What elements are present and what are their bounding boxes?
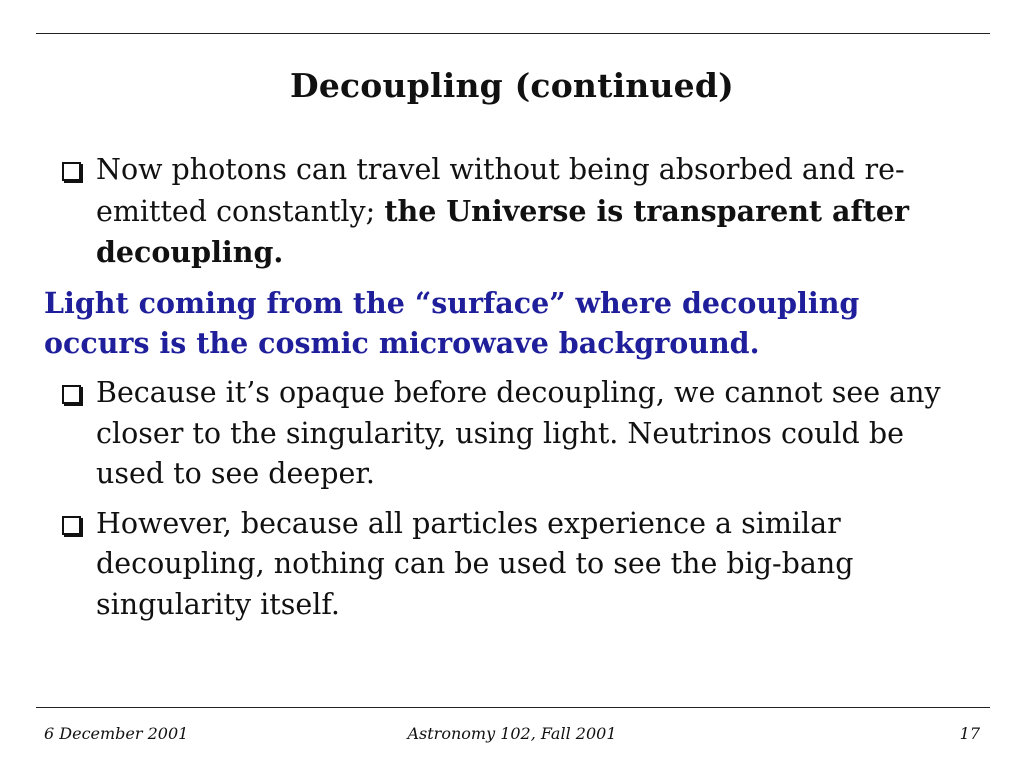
bullet-text: Now photons can travel without being absorbed and re-emitted constantly; <box>96 153 905 228</box>
checkbox-bullet-icon <box>62 162 81 181</box>
checkbox-bullet-icon <box>62 516 81 535</box>
top-divider <box>36 33 990 34</box>
bullet-item <box>44 373 979 495</box>
checkbox-bullet-icon <box>62 385 81 404</box>
bullet-item <box>44 150 979 274</box>
footer-course: Astronomy 102, Fall 2001 <box>407 724 617 743</box>
footer-page-number: 17 <box>959 724 980 743</box>
slide-body <box>44 150 979 635</box>
bullet-item <box>44 504 979 626</box>
bullet-text: However, because all particles experience a similar decoupling, nothing can be used to see the big-bang singularity itself. <box>96 506 854 621</box>
bullet-emphasis: the Universe is transparent after decoupling. <box>96 193 910 270</box>
slide-title: Decoupling (continued) <box>290 66 734 105</box>
footer-date: 6 December 2001 <box>44 724 189 743</box>
bullet-text: Because it’s opaque before decoupling, we cannot see any closer to the singularity, using light. Neutrinos could be used to see deeper. <box>96 375 941 491</box>
highlight-callout: Light coming from the “surface” where decoupling occurs is the cosmic microwave background. <box>44 285 860 361</box>
bottom-divider <box>36 707 990 708</box>
